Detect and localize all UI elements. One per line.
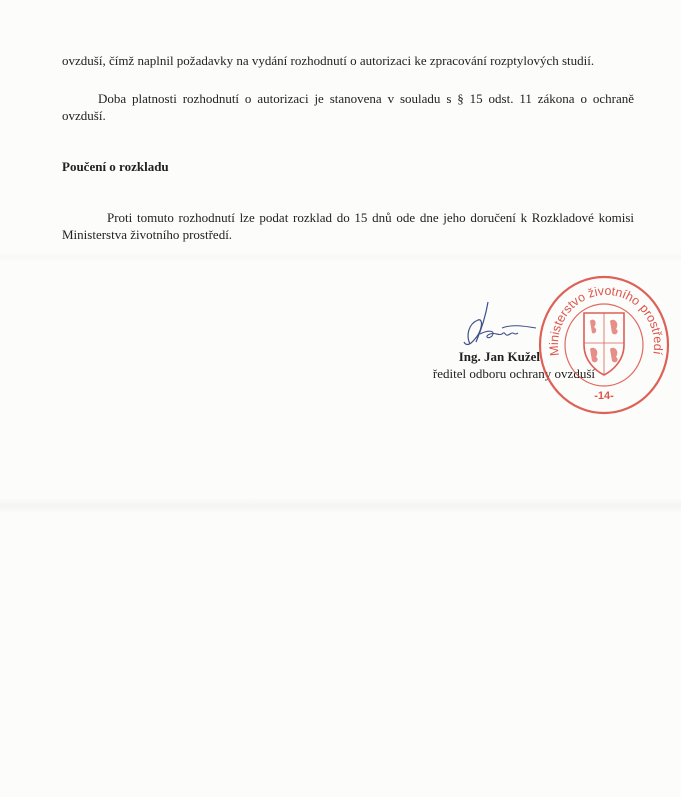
signatory-title: ředitel odboru ochrany ovzduší <box>432 366 595 381</box>
official-stamp <box>536 273 672 417</box>
handwritten-signature <box>452 300 542 355</box>
stamp-text: Ministerstvo životního prostředí <box>546 283 666 357</box>
paper-fold-line <box>0 252 681 262</box>
signatory-name: Ing. Jan Kužel <box>458 349 540 364</box>
coat-of-arms-icon <box>584 313 624 375</box>
body-paragraph: Doba platnosti rozhodnutí o autorizaci je stanovena v souladu s § 15 odst. 11 zákona o ochraně ovzduší. <box>62 91 634 123</box>
stamp-number: -14- <box>594 390 614 402</box>
section-heading: Poučení o rozkladu <box>62 159 169 174</box>
body-paragraph: Proti tomuto rozhodnutí lze podat rozklad do 15 dnů ode dne jeho doručení k Rozkladové komisi Ministerstva životního prostředí. <box>62 210 634 242</box>
paper-fold-line <box>0 498 681 514</box>
body-paragraph: ovzduší, čímž naplnil požadavky na vydání rozhodnutí o autorizaci ke zpracování rozptylových studií. <box>62 53 595 68</box>
